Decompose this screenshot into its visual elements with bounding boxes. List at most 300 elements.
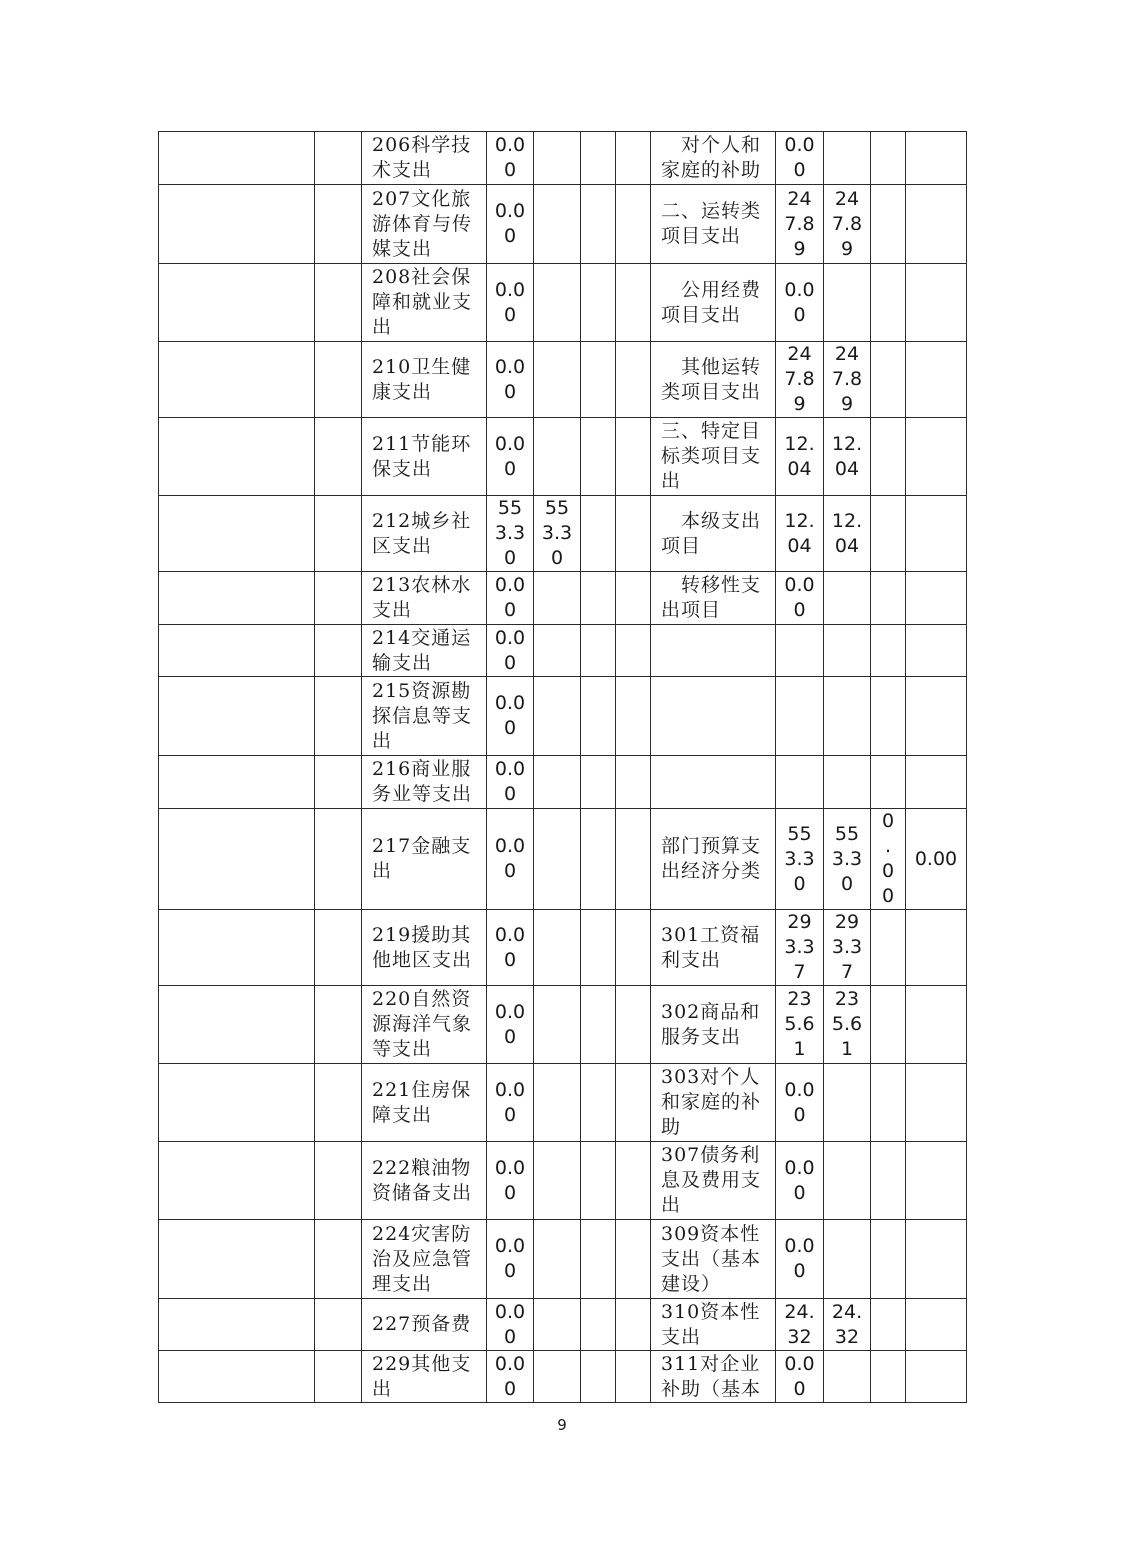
income-item-label: 他地区支出 xyxy=(372,948,473,971)
income-category-cell xyxy=(159,910,315,986)
expenditure-item-label: 对个人和 xyxy=(661,134,762,156)
expenditure-general-budget-cell xyxy=(824,1351,871,1403)
income-amount-cell xyxy=(315,1220,362,1299)
expenditure-fund-cell xyxy=(871,1220,906,1299)
amount-value: 0.0 xyxy=(784,1078,815,1101)
amount-value: 23 xyxy=(834,988,860,1010)
expenditure-other-cell xyxy=(906,1142,967,1220)
income-total-cell xyxy=(487,1142,534,1220)
table-row xyxy=(159,132,967,185)
income-amount-cell xyxy=(315,756,362,809)
expenditure-general-budget-cell xyxy=(824,677,871,756)
expenditure-general-budget-cell xyxy=(824,1142,871,1220)
expenditure-other-cell xyxy=(906,1299,967,1351)
amount-value: 1 xyxy=(840,1038,854,1060)
expenditure-item-cell xyxy=(651,496,776,572)
income-item-cell xyxy=(362,264,487,342)
table-row xyxy=(159,986,967,1064)
expenditure-item-label: 息及费用支 xyxy=(661,1169,762,1191)
income-fund-cell xyxy=(581,1064,616,1142)
income-item-label: 出 xyxy=(372,316,393,338)
income-fund-cell xyxy=(581,756,616,809)
amount-value: 9 xyxy=(793,393,806,415)
income-item-label: 215资源勘 xyxy=(372,679,472,702)
expenditure-total-cell xyxy=(776,625,824,677)
income-amount-cell xyxy=(315,625,362,677)
expenditure-general-budget-cell xyxy=(824,1220,871,1299)
expenditure-fund-cell xyxy=(871,1064,906,1142)
amount-value: 0 xyxy=(503,1103,517,1126)
amount-value: 29 xyxy=(787,911,812,933)
expenditure-general-budget-cell xyxy=(824,986,871,1064)
income-other-cell xyxy=(616,264,651,342)
income-item-label: 206科学技 xyxy=(372,134,472,156)
income-item-cell xyxy=(362,342,487,418)
expenditure-total-cell xyxy=(776,1220,824,1299)
amount-value: . xyxy=(884,835,892,857)
income-amount-cell xyxy=(315,132,362,185)
income-category-cell xyxy=(159,625,315,677)
expenditure-item-label: 其他运转 xyxy=(661,355,762,378)
expenditure-item-label: 三、特定目 xyxy=(661,420,762,442)
income-total-cell xyxy=(487,496,534,572)
amount-value: 9 xyxy=(840,393,854,415)
income-amount-cell xyxy=(315,986,362,1064)
expenditure-general-budget-cell xyxy=(824,756,871,809)
amount-value: 0.0 xyxy=(494,758,526,780)
income-category-cell xyxy=(159,1299,315,1351)
expenditure-total-cell xyxy=(776,342,824,418)
budget-expenditure-table xyxy=(158,131,967,1403)
income-other-cell xyxy=(616,185,651,264)
income-item-label: 探信息等支 xyxy=(372,704,473,727)
amount-value: 0.0 xyxy=(784,1235,815,1257)
expenditure-item-label: 部门预算支 xyxy=(661,835,762,857)
income-other-cell xyxy=(616,1220,651,1299)
amount-value: 0.0 xyxy=(494,835,526,857)
income-item-cell xyxy=(362,1142,487,1220)
amount-value: 0.00 xyxy=(914,847,958,870)
expenditure-total-cell xyxy=(776,986,824,1064)
amount-value: 24 xyxy=(834,187,860,210)
expenditure-fund-cell xyxy=(871,1351,906,1403)
income-item-label: 输支出 xyxy=(372,651,433,674)
income-item-cell xyxy=(362,496,487,572)
income-other-cell xyxy=(616,677,651,756)
income-item-label: 资储备支出 xyxy=(372,1181,473,1204)
amount-value: 5.6 xyxy=(831,1013,863,1035)
expenditure-item-label: 转移性支 xyxy=(661,574,762,596)
income-total-cell xyxy=(487,1220,534,1299)
expenditure-other-cell xyxy=(906,677,967,756)
income-other-cell xyxy=(616,756,651,809)
income-general-budget-cell xyxy=(534,910,581,986)
amount-value: 0.0 xyxy=(784,278,815,301)
expenditure-other-cell xyxy=(906,809,967,910)
expenditure-item-label: 和家庭的补 xyxy=(661,1091,762,1113)
expenditure-fund-cell xyxy=(871,1142,906,1220)
income-general-budget-cell xyxy=(534,1220,581,1299)
expenditure-item-cell xyxy=(651,1351,776,1403)
expenditure-item-cell xyxy=(651,910,776,986)
amount-value: 0.0 xyxy=(494,432,526,455)
expenditure-item-cell xyxy=(651,342,776,418)
income-fund-cell xyxy=(581,572,616,625)
income-general-budget-cell xyxy=(534,572,581,625)
income-item-label: 216商业服 xyxy=(372,758,472,780)
income-total-cell xyxy=(487,677,534,756)
expenditure-general-budget-cell xyxy=(824,132,871,185)
expenditure-item-cell xyxy=(651,1299,776,1351)
amount-value: 7.8 xyxy=(784,212,815,235)
income-item-cell xyxy=(362,418,487,496)
income-other-cell xyxy=(616,132,651,185)
income-item-label: 207文化旅 xyxy=(372,187,472,210)
income-other-cell xyxy=(616,910,651,986)
expenditure-item-cell xyxy=(651,264,776,342)
amount-value: 0.0 xyxy=(494,134,526,156)
income-general-budget-cell xyxy=(534,418,581,496)
income-item-label: 229其他支 xyxy=(372,1352,472,1375)
amount-value: 0 xyxy=(881,810,895,832)
expenditure-item-label: 项目支出 xyxy=(661,225,742,247)
income-item-cell xyxy=(362,1351,487,1403)
amount-value: 0 xyxy=(503,1260,517,1282)
table-row xyxy=(159,1351,967,1403)
expenditure-general-budget-cell xyxy=(824,496,871,572)
expenditure-other-cell xyxy=(906,132,967,185)
expenditure-fund-cell xyxy=(871,910,906,986)
amount-value: 0 xyxy=(793,872,806,895)
income-item-cell xyxy=(362,1299,487,1351)
income-item-cell xyxy=(362,809,487,910)
amount-value: 0 xyxy=(503,1025,517,1048)
income-total-cell xyxy=(487,756,534,809)
income-total-cell xyxy=(487,185,534,264)
income-fund-cell xyxy=(581,264,616,342)
income-fund-cell xyxy=(581,809,616,910)
income-other-cell xyxy=(616,572,651,625)
expenditure-fund-cell xyxy=(871,496,906,572)
expenditure-item-label: 301工资福 xyxy=(661,923,761,946)
expenditure-other-cell xyxy=(906,1351,967,1403)
income-item-label: 214交通运 xyxy=(372,626,472,649)
table-row xyxy=(159,418,967,496)
amount-value: 0 xyxy=(503,457,517,480)
income-other-cell xyxy=(616,418,651,496)
amount-value: 04 xyxy=(834,457,860,480)
expenditure-item-cell xyxy=(651,1220,776,1299)
income-category-cell xyxy=(159,1064,315,1142)
income-fund-cell xyxy=(581,185,616,264)
expenditure-item-cell xyxy=(651,132,776,185)
amount-value: 0 xyxy=(503,1377,517,1400)
income-other-cell xyxy=(616,1351,651,1403)
expenditure-item-label: 建设） xyxy=(661,1272,722,1295)
amount-value: 0.0 xyxy=(494,1078,526,1101)
expenditure-total-cell xyxy=(776,1351,824,1403)
income-item-label: 等支出 xyxy=(372,1038,433,1060)
expenditure-total-cell xyxy=(776,756,824,809)
income-amount-cell xyxy=(315,1351,362,1403)
amount-value: 0.0 xyxy=(494,200,526,222)
expenditure-item-label: 出 xyxy=(661,470,682,492)
expenditure-item-label: 类项目支出 xyxy=(661,380,762,403)
amount-value: 0 xyxy=(503,651,517,674)
amount-value: 23 xyxy=(787,988,812,1010)
amount-value: 0.0 xyxy=(494,1300,526,1323)
income-item-label: 出 xyxy=(372,1377,393,1400)
income-amount-cell xyxy=(315,264,362,342)
income-category-cell xyxy=(159,496,315,572)
income-fund-cell xyxy=(581,625,616,677)
income-total-cell xyxy=(487,342,534,418)
income-other-cell xyxy=(616,1142,651,1220)
amount-value: 7 xyxy=(793,961,806,983)
expenditure-other-cell xyxy=(906,496,967,572)
amount-value: 32 xyxy=(834,1325,860,1348)
expenditure-total-cell xyxy=(776,677,824,756)
expenditure-fund-cell xyxy=(871,1299,906,1351)
income-item-label: 支出 xyxy=(372,599,413,621)
income-item-label: 220自然资 xyxy=(372,988,472,1010)
amount-value: 0.0 xyxy=(784,1156,815,1179)
income-total-cell xyxy=(487,132,534,185)
expenditure-total-cell xyxy=(776,809,824,910)
expenditure-other-cell xyxy=(906,185,967,264)
income-other-cell xyxy=(616,1299,651,1351)
income-category-cell xyxy=(159,342,315,418)
expenditure-general-budget-cell xyxy=(824,185,871,264)
income-item-cell xyxy=(362,185,487,264)
amount-value: 0.0 xyxy=(494,1156,526,1179)
income-item-label: 出 xyxy=(372,729,393,752)
amount-value: 0 xyxy=(793,1103,806,1126)
income-fund-cell xyxy=(581,677,616,756)
income-other-cell xyxy=(616,809,651,910)
amount-value: 0 xyxy=(503,1181,517,1204)
expenditure-other-cell xyxy=(906,625,967,677)
expenditure-item-label: 项目 xyxy=(661,534,702,557)
amount-value: 55 xyxy=(497,497,523,519)
income-amount-cell xyxy=(315,185,362,264)
expenditure-item-label: 307债务利 xyxy=(661,1144,761,1166)
table-row xyxy=(159,756,967,809)
expenditure-fund-cell xyxy=(871,342,906,418)
expenditure-item-label: 出项目 xyxy=(661,599,722,621)
amount-value: 0 xyxy=(503,159,517,181)
expenditure-item-label: 补助（基本 xyxy=(661,1377,762,1400)
income-amount-cell xyxy=(315,910,362,986)
income-item-label: 212城乡社 xyxy=(372,509,472,532)
expenditure-fund-cell xyxy=(871,572,906,625)
income-item-label: 213农林水 xyxy=(372,574,472,596)
amount-value: 24. xyxy=(784,1300,815,1323)
amount-value: 3.3 xyxy=(831,936,863,958)
income-fund-cell xyxy=(581,342,616,418)
expenditure-item-cell xyxy=(651,1142,776,1220)
table-row xyxy=(159,572,967,625)
income-item-label: 208社会保 xyxy=(372,266,472,288)
income-category-cell xyxy=(159,1220,315,1299)
expenditure-general-budget-cell xyxy=(824,1064,871,1142)
amount-value: 3.3 xyxy=(541,522,573,544)
expenditure-item-label: 302商品和 xyxy=(661,1000,761,1023)
expenditure-general-budget-cell xyxy=(824,418,871,496)
amount-value: 0 xyxy=(881,885,895,907)
income-general-budget-cell xyxy=(534,756,581,809)
amount-value: 12. xyxy=(831,432,863,455)
expenditure-other-cell xyxy=(906,418,967,496)
income-general-budget-cell xyxy=(534,1064,581,1142)
expenditure-other-cell xyxy=(906,756,967,809)
income-item-label: 理支出 xyxy=(372,1272,433,1295)
amount-value: 0 xyxy=(503,948,517,971)
income-total-cell xyxy=(487,1299,534,1351)
income-total-cell xyxy=(487,572,534,625)
income-fund-cell xyxy=(581,418,616,496)
income-category-cell xyxy=(159,1351,315,1403)
expenditure-total-cell xyxy=(776,572,824,625)
income-amount-cell xyxy=(315,677,362,756)
expenditure-item-cell xyxy=(651,756,776,809)
amount-value: 0.0 xyxy=(784,574,815,596)
amount-value: 04 xyxy=(787,457,812,480)
amount-value: 7.8 xyxy=(831,368,863,390)
income-general-budget-cell xyxy=(534,185,581,264)
table-row xyxy=(159,185,967,264)
table-row xyxy=(159,1299,967,1351)
income-general-budget-cell xyxy=(534,625,581,677)
income-item-label: 211节能环 xyxy=(372,432,472,455)
income-category-cell xyxy=(159,756,315,809)
amount-value: 0.0 xyxy=(494,626,526,649)
expenditure-fund-cell xyxy=(871,986,906,1064)
income-item-cell xyxy=(362,625,487,677)
income-total-cell xyxy=(487,418,534,496)
income-fund-cell xyxy=(581,132,616,185)
amount-value: 12. xyxy=(784,432,815,455)
amount-value: 29 xyxy=(834,911,860,933)
income-other-cell xyxy=(616,496,651,572)
income-item-cell xyxy=(362,910,487,986)
amount-value: 9 xyxy=(840,237,854,260)
income-item-label: 217金融支 xyxy=(372,835,472,857)
income-other-cell xyxy=(616,625,651,677)
expenditure-other-cell xyxy=(906,1220,967,1299)
expenditure-total-cell xyxy=(776,185,824,264)
income-item-label: 术支出 xyxy=(372,159,433,181)
income-item-label: 游体育与传 xyxy=(372,212,473,235)
expenditure-item-label: 二、运转类 xyxy=(661,200,762,222)
income-category-cell xyxy=(159,264,315,342)
income-category-cell xyxy=(159,1142,315,1220)
expenditure-item-label: 利支出 xyxy=(661,948,722,971)
amount-value: 0 xyxy=(840,872,854,895)
amount-value: 1 xyxy=(793,1038,806,1060)
income-amount-cell xyxy=(315,809,362,910)
amount-value: 04 xyxy=(787,534,812,557)
expenditure-other-cell xyxy=(906,910,967,986)
income-fund-cell xyxy=(581,910,616,986)
income-item-label: 区支出 xyxy=(372,534,433,557)
table-row xyxy=(159,1220,967,1299)
income-total-cell xyxy=(487,1064,534,1142)
amount-value: 9 xyxy=(793,237,806,260)
income-total-cell xyxy=(487,809,534,910)
amount-value: 3.3 xyxy=(831,847,863,870)
income-general-budget-cell xyxy=(534,1351,581,1403)
income-item-label: 务业等支出 xyxy=(372,783,473,805)
income-item-label: 治及应急管 xyxy=(372,1247,473,1270)
amount-value: 0 xyxy=(503,303,517,326)
expenditure-fund-cell xyxy=(871,132,906,185)
expenditure-item-label: 309资本性 xyxy=(661,1222,761,1245)
table-row xyxy=(159,677,967,756)
expenditure-total-cell xyxy=(776,1299,824,1351)
expenditure-total-cell xyxy=(776,496,824,572)
expenditure-item-cell xyxy=(651,572,776,625)
amount-value: 0 xyxy=(793,1260,806,1282)
expenditure-item-label: 出 xyxy=(661,1194,682,1216)
income-item-label: 源海洋气象 xyxy=(372,1013,473,1035)
expenditure-item-label: 服务支出 xyxy=(661,1025,742,1048)
amount-value: 7 xyxy=(840,961,854,983)
expenditure-other-cell xyxy=(906,1064,967,1142)
amount-value: 0 xyxy=(503,380,517,403)
expenditure-general-budget-cell xyxy=(824,572,871,625)
amount-value: 55 xyxy=(787,822,812,845)
amount-value: 0.0 xyxy=(494,1235,526,1257)
expenditure-other-cell xyxy=(906,986,967,1064)
income-item-label: 障支出 xyxy=(372,1103,433,1126)
income-fund-cell xyxy=(581,1351,616,1403)
table-row xyxy=(159,264,967,342)
expenditure-fund-cell xyxy=(871,264,906,342)
income-category-cell xyxy=(159,132,315,185)
amount-value: 0.0 xyxy=(494,355,526,378)
expenditure-item-cell xyxy=(651,809,776,910)
amount-value: 55 xyxy=(544,497,570,519)
income-item-label: 出 xyxy=(372,860,393,882)
amount-value: 0 xyxy=(503,1325,517,1348)
amount-value: 0 xyxy=(503,860,517,882)
amount-value: 0 xyxy=(503,717,517,739)
amount-value: 0.0 xyxy=(784,134,815,156)
expenditure-total-cell xyxy=(776,1064,824,1142)
income-amount-cell xyxy=(315,342,362,418)
expenditure-item-cell xyxy=(651,418,776,496)
income-item-label: 障和就业支 xyxy=(372,291,473,313)
expenditure-total-cell xyxy=(776,418,824,496)
income-item-cell xyxy=(362,986,487,1064)
income-general-budget-cell xyxy=(534,342,581,418)
income-fund-cell xyxy=(581,496,616,572)
page-number: 9 xyxy=(557,1416,567,1434)
income-item-cell xyxy=(362,1064,487,1142)
amount-value: 0 xyxy=(503,599,517,621)
expenditure-general-budget-cell xyxy=(824,264,871,342)
amount-value: 3.3 xyxy=(494,522,526,544)
amount-value: 3.3 xyxy=(784,936,815,958)
income-fund-cell xyxy=(581,1299,616,1351)
expenditure-fund-cell xyxy=(871,809,906,910)
income-item-cell xyxy=(362,756,487,809)
income-general-budget-cell xyxy=(534,496,581,572)
table-row xyxy=(159,910,967,986)
expenditure-total-cell xyxy=(776,264,824,342)
expenditure-other-cell xyxy=(906,572,967,625)
